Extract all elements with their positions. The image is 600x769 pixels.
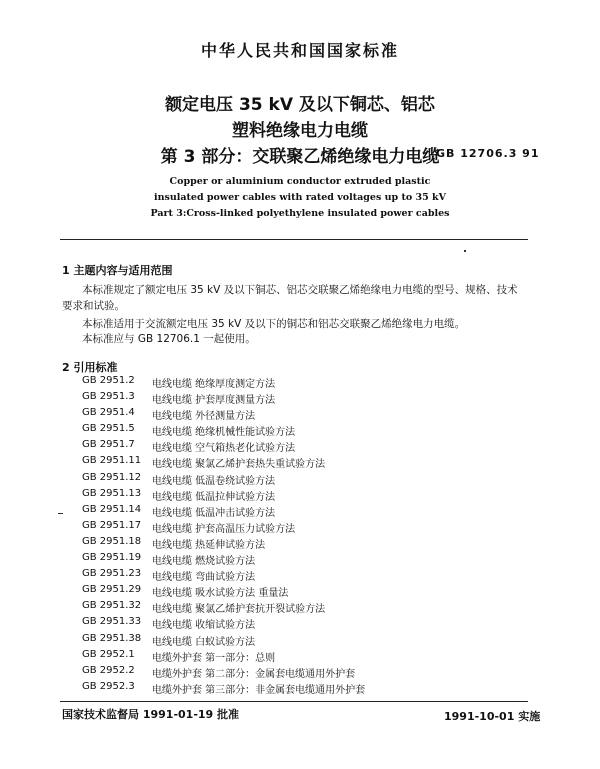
reference-item [82,649,522,665]
reference-item [82,600,522,616]
reference-code: GB 2951.11 [82,455,142,467]
reference-code: GB 2951.33 [82,616,142,628]
reference-item [82,472,522,488]
reference-code: GB 2951.12 [82,471,142,483]
reference-code: GB 2951.17 [82,519,142,531]
title-line-2: 塑料绝缘电力电缆 [232,121,368,141]
reference-code: GB 2951.19 [82,552,142,564]
reference-title: 电线电缆 燃烧试验方法 [152,556,256,568]
reference-item [82,584,522,600]
reference-title: 电缆外护套 第二部分：金属套电缆通用外护套 [152,668,356,680]
reference-item [82,616,522,632]
title-line-3: 第 3 部分：交联聚乙烯绝缘电力电缆 [160,147,440,167]
reference-code: GB 2951.7 [82,439,135,451]
reference-code: GB 2952.1 [82,648,135,660]
reference-item [82,455,522,471]
reference-code: GB 2951.14 [82,503,142,515]
reference-list [82,375,522,697]
reference-code: GB 2951.4 [82,407,135,419]
reference-title: 电线电缆 聚氯乙烯护套热失重试验方法 [152,459,326,471]
reference-item [82,536,522,552]
section-1-paragraph-3: 本标准应与 GB 12706.1 一起使用。 [82,333,256,345]
reference-item [82,504,522,520]
reference-item [82,391,522,407]
reference-item [82,375,522,391]
reference-code: GB 2951.23 [82,568,142,580]
reference-code: GB 2951.29 [82,584,142,596]
reference-item [82,552,522,568]
reference-title: 电线电缆 低温卷绕试验方法 [152,475,276,487]
issuing-authority: 中华人民共和国国家标准 [200,41,399,60]
approval-date: 国家技术监督局 1991-01-19 批准 [62,708,240,721]
reference-title: 电线电缆 热延伸试验方法 [152,539,266,551]
section-1-heading: 1 主题内容与适用范围 [62,264,173,277]
reference-title: 电线电缆 绝缘厚度测定方法 [152,379,276,390]
reference-title: 电线电缆 护套厚度测量方法 [152,395,276,407]
reference-title: 电线电缆 绝缘机械性能试验方法 [152,427,296,439]
reference-code: GB 2952.2 [82,664,135,676]
reference-code: GB 2951.3 [82,391,135,403]
standard-code: GB 12706.3 91 [436,147,540,160]
english-title-line-2: insulated power cables with rated voltages up to 35 kV [154,192,446,203]
reference-title: 电缆外护套 第三部分：非金属套电缆通用外护套 [152,684,366,696]
reference-title: 电缆外护套 第一部分：总则 [152,652,276,664]
reference-title: 电线电缆 空气箱热老化试验方法 [152,443,296,455]
reference-item [82,423,522,439]
reference-item [82,439,522,455]
reference-title: 电线电缆 低温冲击试验方法 [152,507,276,519]
reference-item [82,633,522,649]
english-title-line-3: Part 3:Cross-linked polyethylene insulated power cables [150,208,450,219]
reference-code: GB 2951.32 [82,600,142,612]
reference-code: GB 2951.38 [82,632,142,644]
section-1-paragraph-1: 本标准规定了额定电压 35 kV 及以下铜芯、铝芯交联聚乙烯绝缘电力电缆的型号、规格、技术要求和试验。 [62,284,518,312]
title-line-1: 额定电压 35 kV 及以下铜芯、铝芯 [165,95,435,115]
scan-speck [58,513,63,514]
reference-title: 电线电缆 护套高温压力试验方法 [152,523,296,535]
reference-code: GB 2951.2 [82,375,135,386]
reference-title: 电线电缆 收缩试验方法 [152,620,256,632]
effective-date: 1991-10-01 实施 [444,710,541,723]
reference-title: 电线电缆 低温拉伸试验方法 [152,491,276,503]
reference-title: 电线电缆 弯曲试验方法 [152,572,256,584]
bottom-divider [60,701,528,702]
reference-title: 电线电缆 外径测量方法 [152,411,256,423]
reference-item [82,681,522,697]
reference-title: 电线电缆 吸水试验方法 重量法 [152,588,289,600]
reference-code: GB 2951.5 [82,423,135,435]
reference-code: GB 2952.3 [82,680,135,692]
reference-item [82,665,522,681]
section-1-paragraph-2: 本标准适用于交流额定电压 35 kV 及以下的铜芯和铝芯交联聚乙烯绝缘电力电缆。 [82,318,466,330]
top-divider [60,239,528,240]
reference-code: GB 2951.18 [82,535,142,547]
reference-title: 电线电缆 白蚁试验方法 [152,636,256,648]
reference-item [82,520,522,536]
scan-speck [464,250,466,252]
reference-item [82,407,522,423]
section-2-heading: 2 引用标准 [62,361,118,374]
reference-item [82,568,522,584]
reference-title: 电线电缆 聚氯乙烯护套抗开裂试验方法 [152,604,326,616]
english-title-line-1: Copper or aluminium conductor extruded plastic [169,176,431,187]
reference-code: GB 2951.13 [82,487,142,499]
reference-item [82,488,522,504]
